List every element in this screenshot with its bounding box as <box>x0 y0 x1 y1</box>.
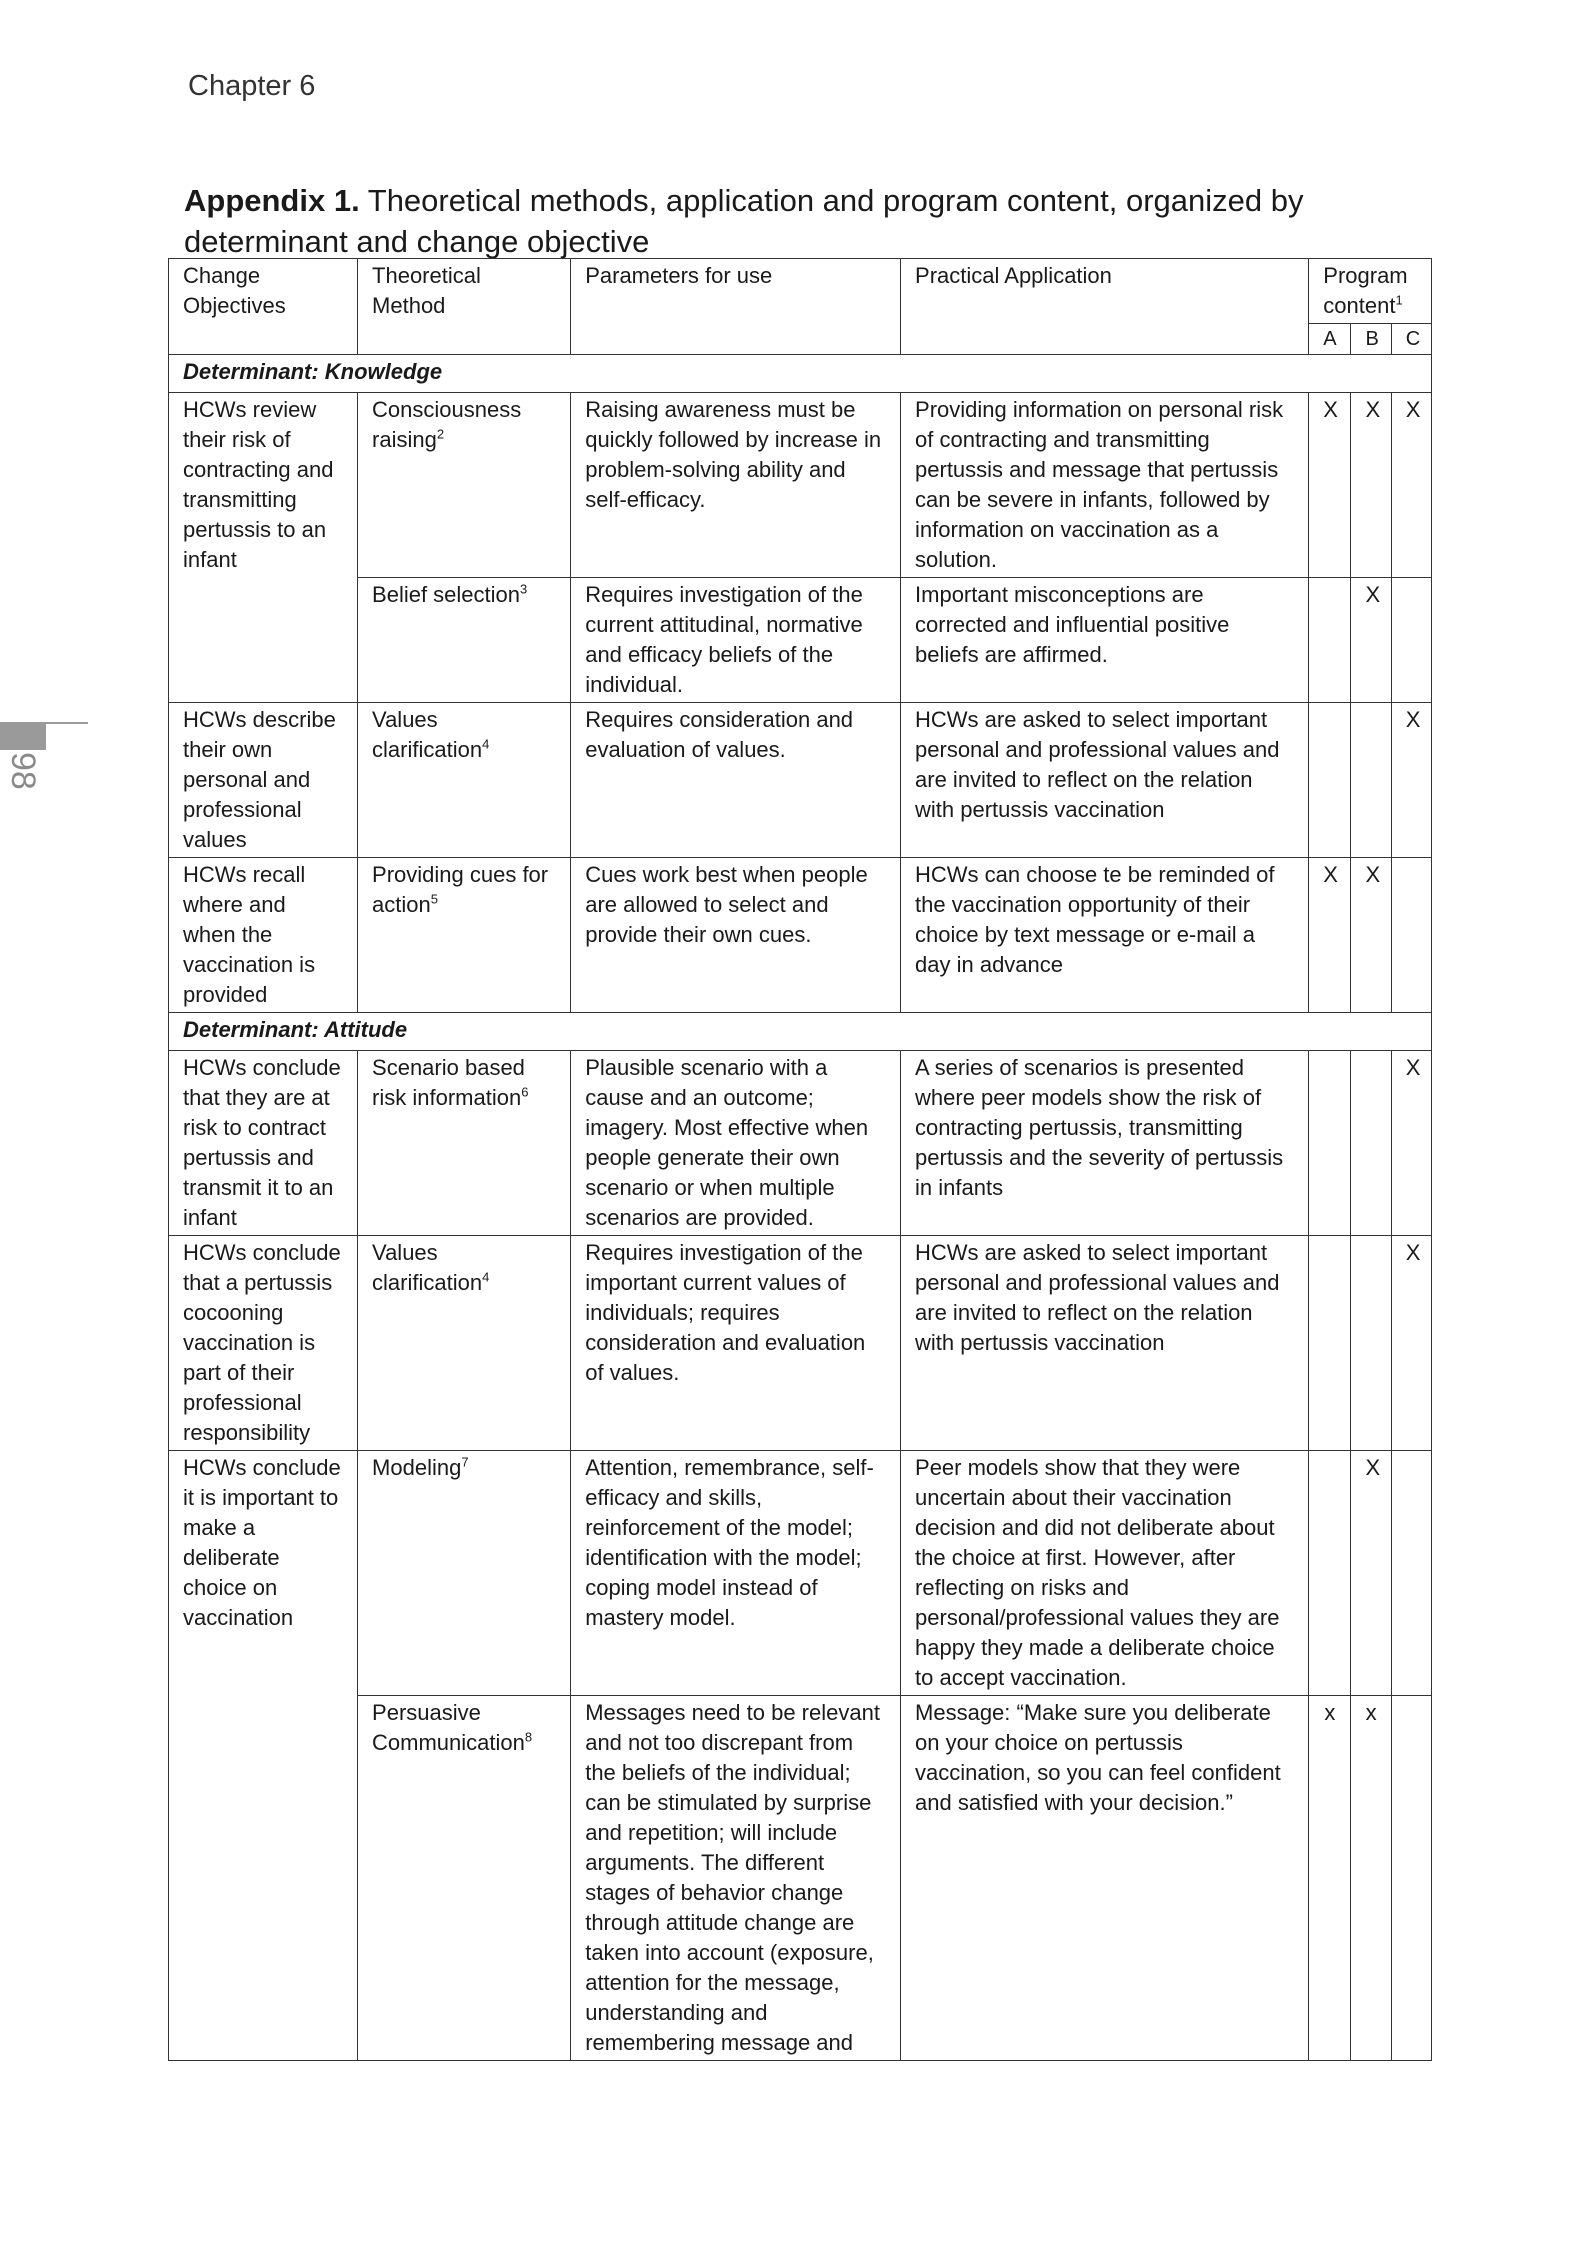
method-cell <box>358 1451 571 1696</box>
program-content-footnote: 1 <box>1395 292 1403 308</box>
header-program-content <box>1309 259 1432 324</box>
method-cell <box>358 1236 571 1451</box>
method-name: Belief selection <box>372 582 521 607</box>
appendix-caption: Theoretical methods, application and program content, organized by determinant and change objective <box>184 183 1304 259</box>
method-footnote: 4 <box>482 736 490 752</box>
method-footnote: 6 <box>521 1084 529 1100</box>
mark-c <box>1391 578 1431 703</box>
method-footnote: 4 <box>482 1269 490 1285</box>
application-cell: HCWs are asked to select important personal and professional values and are invited to reflect on the relation with pertussis vaccination <box>901 703 1309 858</box>
mark-a: X <box>1309 858 1351 1013</box>
method-name: Persuasive Communication <box>372 1700 525 1755</box>
method-cell <box>358 858 571 1013</box>
method-cell <box>358 393 571 578</box>
appendix-title <box>184 180 1444 262</box>
program-content-label: Program content <box>1323 263 1408 318</box>
mark-c <box>1391 1696 1431 2061</box>
section-row-attitude <box>169 1013 1432 1051</box>
method-cell <box>358 578 571 703</box>
application-cell: Providing information on personal risk of contracting and transmitting pertussis and message that pertussis can be severe in infants, followed by information on vaccination as a solution. <box>901 393 1309 578</box>
method-name: Values clarification <box>372 707 483 762</box>
mark-b <box>1351 1236 1391 1451</box>
mark-b <box>1351 1051 1391 1236</box>
page-number: 98 <box>4 752 42 790</box>
method-name: Consciousness raising <box>372 397 522 452</box>
page-side-line <box>46 722 88 724</box>
parameters-cell: Requires investigation of the current attitudinal, normative and efficacy beliefs of the individual. <box>571 578 901 703</box>
table-row <box>169 1236 1432 1451</box>
mark-a: X <box>1309 393 1351 578</box>
mark-b: x <box>1351 1696 1391 2061</box>
header-parameters: Parameters for use <box>571 259 901 355</box>
application-cell: Message: “Make sure you deliberate on your choice on pertussis vaccination, so you can feel confident and satisfied with your decision.” <box>901 1696 1309 2061</box>
method-footnote: 3 <box>520 581 528 597</box>
method-cell <box>358 1696 571 2061</box>
parameters-cell: Raising awareness must be quickly followed by increase in problem-solving ability and self-efficacy. <box>571 393 901 578</box>
mark-a <box>1309 1236 1351 1451</box>
mark-b <box>1351 703 1391 858</box>
mark-b: X <box>1351 393 1391 578</box>
mark-b: X <box>1351 578 1391 703</box>
table-row <box>169 1696 1432 2061</box>
method-footnote: 7 <box>461 1454 469 1470</box>
method-footnote: 8 <box>524 1729 533 1745</box>
method-name: Modeling <box>372 1455 462 1480</box>
mark-c: X <box>1391 1236 1431 1451</box>
table-row <box>169 1051 1432 1236</box>
parameters-cell: Requires consideration and evaluation of values. <box>571 703 901 858</box>
header-change-objectives: Change Objectives <box>169 259 358 355</box>
method-footnote: 5 <box>430 891 438 907</box>
mark-c: X <box>1391 703 1431 858</box>
parameters-cell: Plausible scenario with a cause and an outcome; imagery. Most effective when people generate their own scenario or when multiple scenarios are provided. <box>571 1051 901 1236</box>
objective-cell: HCWs review their risk of contracting and transmitting pertussis to an infant <box>169 393 358 703</box>
header-col-a: A <box>1309 324 1351 355</box>
mark-c <box>1391 1451 1431 1696</box>
objective-cell: HCWs conclude that a pertussis cocooning vaccination is part of their professional responsibility <box>169 1236 358 1451</box>
table-row <box>169 393 1432 578</box>
application-cell: HCWs can choose te be reminded of the vaccination opportunity of their choice by text message or e-mail a day in advance <box>901 858 1309 1013</box>
objective-cell: HCWs conclude that they are at risk to contract pertussis and transmit it to an infant <box>169 1051 358 1236</box>
application-cell: Important misconceptions are corrected and influential positive beliefs are affirmed. <box>901 578 1309 703</box>
parameters-cell: Requires investigation of the important current values of individuals; requires consideration and evaluation of values. <box>571 1236 901 1451</box>
table-row <box>169 1451 1432 1696</box>
header-theoretical-method: Theoretical Method <box>358 259 571 355</box>
objective-cell: HCWs conclude it is important to make a deliberate choice on vaccination <box>169 1451 358 2061</box>
page-side-tab <box>0 722 46 750</box>
mark-b: X <box>1351 1451 1391 1696</box>
header-col-c: C <box>1391 324 1431 355</box>
determinant-attitude: Determinant: Attitude <box>169 1013 1432 1051</box>
header-practical-application: Practical Application <box>901 259 1309 355</box>
section-row-knowledge <box>169 355 1432 393</box>
header-col-b: B <box>1351 324 1391 355</box>
methods-table <box>168 258 1432 2061</box>
mark-a <box>1309 1451 1351 1696</box>
parameters-cell: Attention, remembrance, self-efficacy and skills, reinforcement of the model; identification with the model; coping model instead of mastery model. <box>571 1451 901 1696</box>
method-name: Values clarification <box>372 1240 483 1295</box>
table-row <box>169 578 1432 703</box>
table-row <box>169 703 1432 858</box>
appendix-label: Appendix 1. <box>184 183 360 218</box>
chapter-header: Chapter 6 <box>188 70 316 102</box>
parameters-cell: Cues work best when people are allowed to select and provide their own cues. <box>571 858 901 1013</box>
application-cell: HCWs are asked to select important personal and professional values and are invited to reflect on the relation with pertussis vaccination <box>901 1236 1309 1451</box>
mark-c: X <box>1391 393 1431 578</box>
method-cell <box>358 703 571 858</box>
objective-cell: HCWs recall where and when the vaccination is provided <box>169 858 358 1013</box>
mark-c <box>1391 858 1431 1013</box>
mark-b: X <box>1351 858 1391 1013</box>
mark-a <box>1309 578 1351 703</box>
method-cell <box>358 1051 571 1236</box>
table-header-row <box>169 259 1432 324</box>
method-name: Providing cues for action <box>372 862 549 917</box>
method-footnote: 2 <box>436 426 445 442</box>
method-name: Scenario based risk information <box>372 1055 525 1110</box>
mark-a <box>1309 1051 1351 1236</box>
determinant-knowledge: Determinant: Knowledge <box>169 355 1432 393</box>
objective-cell: HCWs describe their own personal and professional values <box>169 703 358 858</box>
application-cell: A series of scenarios is presented where peer models show the risk of contracting pertussis, transmitting pertussis and the severity of pertussis in infants <box>901 1051 1309 1236</box>
mark-c: X <box>1391 1051 1431 1236</box>
mark-a <box>1309 703 1351 858</box>
parameters-cell: Messages need to be relevant and not too discrepant from the beliefs of the individual; can be stimulated by surprise and repetition; will include arguments. The different stages of behavior change through attitude change are taken into account (exposure, attention for the message, understanding and remembering message and <box>571 1696 901 2061</box>
mark-a: x <box>1309 1696 1351 2061</box>
application-cell: Peer models show that they were uncertain about their vaccination decision and did not deliberate about the choice at first. However, after reflecting on risks and personal/professional values they are happy they made a deliberate choice to accept vaccination. <box>901 1451 1309 1696</box>
table-row <box>169 858 1432 1013</box>
